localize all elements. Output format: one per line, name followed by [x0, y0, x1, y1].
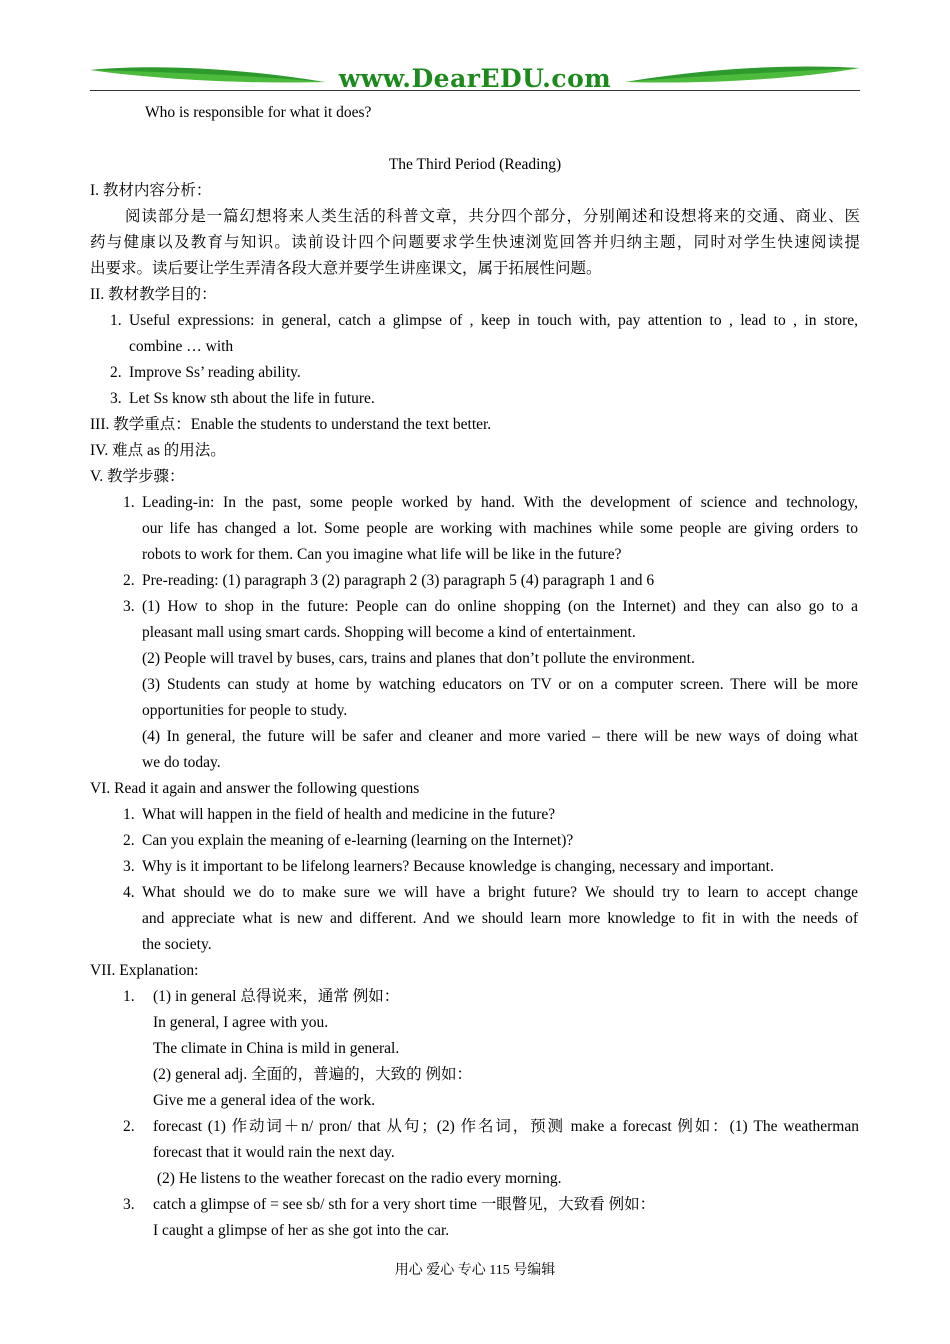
list-number: 3. — [110, 390, 122, 407]
list-item-line: opportunities for people to study. — [142, 702, 348, 719]
list-item-line: Can you explain the meaning of e-learning (learning on the Internet)? — [142, 832, 574, 849]
section-5-heading: V. 教学步骤： — [90, 468, 185, 485]
list-item-line: (3) Students can study at home by watching educators on TV or on a computer screen. There will be more — [142, 676, 858, 693]
list-number: 2. — [123, 1118, 135, 1135]
list-number: 1. — [110, 312, 122, 329]
list-item-line: What will happen in the field of health and medicine in the future? — [142, 806, 556, 823]
list-item-line: the society. — [142, 936, 212, 953]
site-logo-text: www.DearEDU.com — [338, 64, 612, 93]
list-item-line: Give me a general idea of the work. — [153, 1092, 376, 1109]
intro-question: Who is responsible for what it does? — [145, 104, 372, 121]
list-number: 2. — [110, 364, 122, 381]
list-number: 1. — [123, 806, 135, 823]
list-item-line: forecast that it would rain the next day. — [153, 1144, 395, 1161]
list-item-line: Improve Ss’ reading ability. — [129, 364, 301, 381]
list-item-line: Useful expressions: in general, catch a glimpse of , keep in touch with, pay attention to , lead to , in store, — [129, 312, 858, 329]
header-divider — [90, 90, 860, 91]
list-number: 1. — [123, 988, 135, 1005]
list-item-line: (2) He listens to the weather forecast on the radio every morning. — [153, 1170, 562, 1187]
list-number: 2. — [123, 832, 135, 849]
list-number: 3. — [123, 1196, 135, 1213]
list-item-line: (2) general adj. 全面的，普遍的，大致的 例如： — [153, 1066, 472, 1083]
list-number: 3. — [123, 858, 135, 875]
list-item-line: catch a glimpse of = see sb/ sth for a very short time 一眼瞥见，大致看 例如： — [153, 1196, 656, 1213]
section-1-heading: I. 教材内容分析： — [90, 182, 212, 199]
list-item-line: Let Ss know sth about the life in future. — [129, 390, 375, 407]
section-3-line: III. 教学重点：Enable the students to understand the text better. — [90, 416, 492, 433]
section-7-heading: VII. Explanation: — [90, 962, 199, 979]
list-item-line: (4) In general, the future will be safer and cleaner and more varied – there will be new ways of doing what — [142, 728, 858, 745]
page-footer: 用心 爱心 专心 115 号编辑 — [394, 1263, 556, 1278]
section-1-paragraph-line: 阅读部分是一篇幻想将来人类生活的科普文章，共分四个部分，分别阐述和设想将来的交通、商业、医 — [125, 208, 860, 225]
list-item-line: I caught a glimpse of her as she got into the car. — [153, 1222, 450, 1239]
list-item-line: Why is it important to be lifelong learners? Because knowledge is changing, necessary and important. — [142, 858, 774, 875]
section-1-paragraph-line: 出要求。读后要让学生弄清各段大意并要学生讲座课文，属于拓展性问题。 — [90, 260, 602, 277]
list-item-line: (2) People will travel by buses, cars, trains and planes that don’t pollute the environment. — [142, 650, 695, 667]
list-item-line: The climate in China is mild in general. — [153, 1040, 400, 1057]
list-number: 1. — [123, 494, 135, 511]
list-item-line: our life has changed a lot. Some people are working with machines while some people are giving orders to — [142, 520, 858, 537]
list-item-line: In general, I agree with you. — [153, 1014, 329, 1031]
list-number: 3. — [123, 598, 135, 615]
section-2-heading: II. 教材教学目的： — [90, 286, 217, 303]
list-number: 2. — [123, 572, 135, 589]
section-6-heading: VI. Read it again and answer the following questions — [90, 780, 420, 797]
list-item-line: and appreciate what is new and different. And we should learn more knowledge to fit in with the needs of — [142, 910, 858, 927]
list-item-line: (1) How to shop in the future: People can do online shopping (on the Internet) and they can also go to a — [142, 598, 858, 615]
list-item-line: Leading-in: In the past, some people worked by hand. With the development of science and technology, — [142, 494, 858, 511]
list-item-line: robots to work for them. Can you imagine what life will be like in the future? — [142, 546, 622, 563]
list-item-line: Pre-reading: (1) paragraph 3 (2) paragraph 2 (3) paragraph 5 (4) paragraph 1 and 6 — [142, 572, 655, 589]
section-4-line: IV. 难点 as 的用法。 — [90, 442, 226, 459]
list-item-line: What should we do to make sure we will have a bright future? We should try to learn to accept change — [142, 884, 858, 901]
page-title: The Third Period (Reading) — [388, 156, 562, 173]
list-item-line: combine … with — [129, 338, 234, 355]
list-item-line: (1) in general 总得说来，通常 例如： — [153, 988, 400, 1005]
list-item-line: forecast (1) 作动词＋n/ pron/ that 从句；(2) 作名词，预测 make a forecast 例如：(1) The weatherman — [153, 1118, 859, 1135]
list-item-line: we do today. — [142, 754, 221, 771]
list-item-line: pleasant mall using smart cards. Shopping will become a kind of entertainment. — [142, 624, 636, 641]
list-number: 4. — [123, 884, 135, 901]
section-1-paragraph-line: 药与健康以及教育与知识。读前设计四个问题要求学生快速浏览回答并归纳主题，同时对学生快速阅读提 — [90, 234, 860, 251]
